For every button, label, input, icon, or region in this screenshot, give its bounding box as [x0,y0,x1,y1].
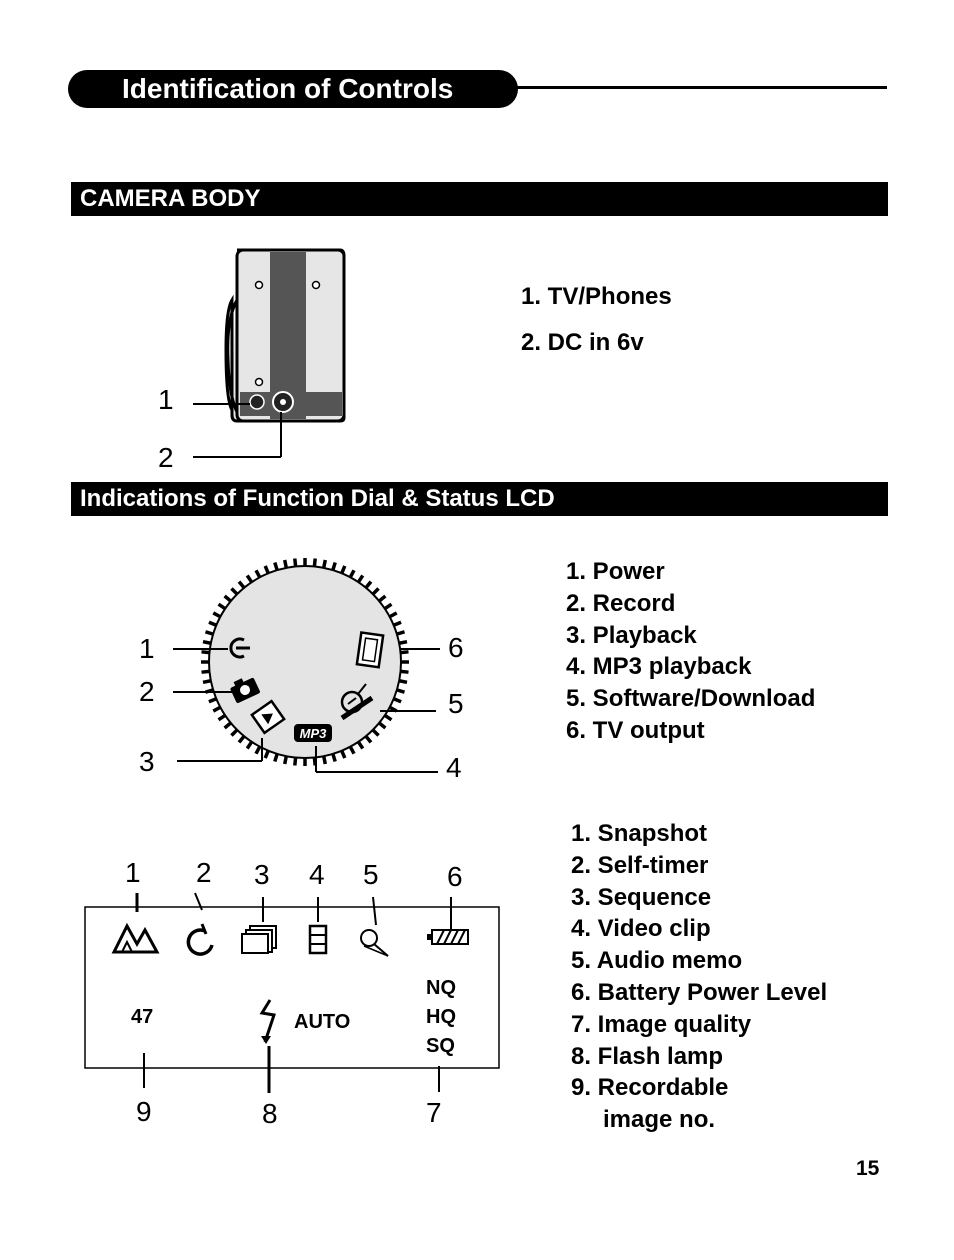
list-item: 1. Power [566,558,665,585]
callout-2: 2 [196,857,212,888]
callout-4: 4 [446,752,462,783]
camera-body-item: 2. DC in 6v [521,329,644,356]
callout-6: 6 [447,861,463,892]
section-heading-function-dial: Indications of Function Dial & Status LCD [71,482,888,516]
recordable-count: 47 [131,1006,154,1028]
callout-9: 9 [136,1096,152,1127]
quality-hq: HQ [426,1006,456,1028]
list-item: 5. Audio memo [571,947,743,975]
flash-mode: AUTO [294,1011,351,1033]
page-number: 15 [856,1157,880,1180]
list-item: 4. Video clip [571,915,711,943]
list-item: 5. Software/Download [566,685,816,713]
video-clip-icon [310,926,326,953]
quality-nq: NQ [426,977,456,999]
callout-5: 5 [363,859,379,890]
list-item: 9. Recordable [571,1074,729,1102]
callout-8: 8 [262,1098,278,1129]
callout-3: 3 [139,746,155,777]
callout-4: 4 [309,859,325,890]
list-item: 6. TV output [566,716,705,744]
battery-icon [427,930,468,944]
list-item: 7. Image quality [571,1010,752,1038]
list-item: 6. Battery Power Level [571,978,828,1006]
callout-2: 2 [158,442,174,473]
callout-6: 6 [448,632,464,663]
status-lcd-list [571,818,827,1136]
callout-1: 1 [125,857,141,888]
list-item: image no. [603,1106,716,1134]
callout-2: 2 [139,676,155,707]
callout-5: 5 [448,688,464,719]
list-item: 3. Sequence [571,883,712,911]
sequence-icon [242,926,276,953]
list-item: 8. Flash lamp [571,1042,724,1070]
callout-1: 1 [158,384,174,415]
callout-7: 7 [426,1097,442,1128]
list-item: 2. Record [566,589,676,617]
camera-body-item: 1. TV/Phones [521,283,672,310]
page-title: Identification of Controls [122,73,454,104]
list-item: 2. Self-timer [571,851,709,879]
list-item: 1. Snapshot [571,820,708,847]
list-item: 4. MP3 playback [566,653,752,681]
callout-1: 1 [139,633,155,664]
section-heading-camera-body: CAMERA BODY [71,182,888,216]
callout-3: 3 [254,859,270,890]
mp3-label: MP3 [299,726,327,741]
list-item: 3. Playback [566,621,697,649]
quality-sq: SQ [426,1035,455,1057]
